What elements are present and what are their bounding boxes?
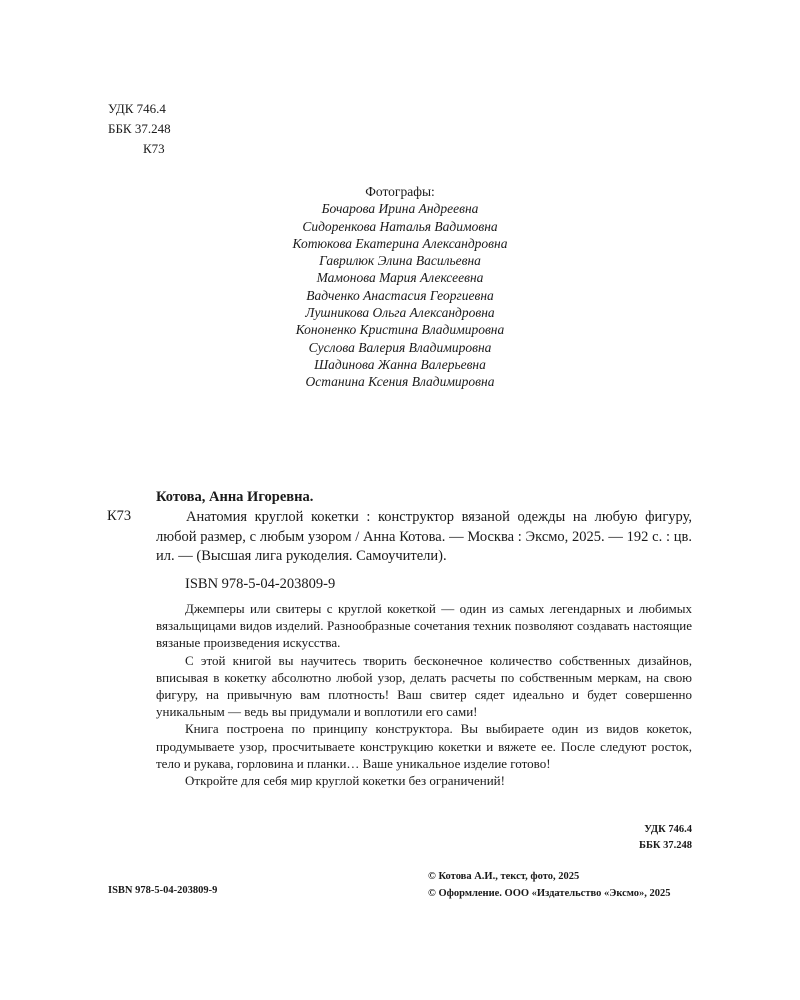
copyright-design: © Оформление. ООО «Издательство «Эксмо», 2025 xyxy=(428,888,671,899)
classification-block xyxy=(108,99,171,159)
footer-isbn: ISBN 978-5-04-203809-9 xyxy=(108,885,218,896)
photographer-name: Кононенко Кристина Владимировна xyxy=(295,322,505,338)
photographer-name: Останина Ксения Владимировна xyxy=(305,374,495,390)
photographer-name: Гаврилюк Элина Васильевна xyxy=(319,253,481,269)
photographer-name: Вадченко Анастасия Георгиевна xyxy=(306,287,494,303)
bbk-code: ББК 37.248 xyxy=(108,121,171,136)
udk-code: УДК 746.4 xyxy=(108,101,166,116)
photographers-credits xyxy=(150,183,650,391)
photographer-name: Котюкова Екатерина Александровна xyxy=(292,235,508,251)
annotation-paragraph: С этой книгой вы научитесь творить бесконечное количество собственных дизайнов, вписывая в кокетку абсолютно любой узор, делать расчеты по собственным меркам, на свою фигуру, на привычную вам плотность! Ваш свитер сядет идеально и будет совершенно уникальным — ведь вы придумали и воплотили его сами! xyxy=(156,652,692,720)
photographer-name: Сидоренкова Наталья Вадимовна xyxy=(302,218,498,234)
annotation xyxy=(156,600,692,789)
annotation-paragraph: Джемперы или свитеры с круглой кокеткой — один из самых легендарных и любимых вязальщицами видов изделий. Разнообразные сочетания техник позволяют создавать настоящие вязаные произведения искусства. xyxy=(156,601,692,651)
copyright-text: © Котова А.И., текст, фото, 2025 xyxy=(428,871,580,882)
catalog-isbn: ISBN 978-5-04-203809-9 xyxy=(185,576,336,592)
copyright-block xyxy=(428,868,696,902)
photographers-heading: Фотографы: xyxy=(365,184,435,199)
footer-udk: УДК 746.4 xyxy=(644,824,692,835)
annotation-paragraph: Книга построена по принципу конструктора. Вы выбираете один из видов кокеток, продумываете узор, просчитываете конструкцию кокетки и вяжете ее. После следуют росток, тело и рукава, горловина и планки… Ваше уникальное изделие готово! xyxy=(156,721,692,771)
catalog-mark: К73 xyxy=(107,508,132,524)
photographer-name: Мамонова Мария Алексеевна xyxy=(316,270,484,286)
catalog-citation: Анатомия круглой кокетки : конструктор вязаной одежды на любую фигуру, любой размер, с любым узором / Анна Котова. — Москва : Эксмо, 2025. — 192 с. : цв. ил. — (Высшая лига рукоделия. Самоучители). xyxy=(156,509,692,564)
photographer-name: Суслова Валерия Владимировна xyxy=(308,339,492,355)
catalog-author: Котова, Анна Игоревна. xyxy=(156,489,314,505)
photographer-name: Шадинова Жанна Валерьевна xyxy=(314,356,486,372)
footer-classification xyxy=(560,822,692,854)
author-mark: К73 xyxy=(143,141,165,156)
photographer-name: Бочарова Ирина Андреевна xyxy=(321,201,479,217)
photographer-name: Лушникова Ольга Александровна xyxy=(305,305,495,321)
footer-bbk: ББК 37.248 xyxy=(639,840,692,851)
annotation-paragraph: Откройте для себя мир круглой кокетки без ограничений! xyxy=(185,773,505,789)
